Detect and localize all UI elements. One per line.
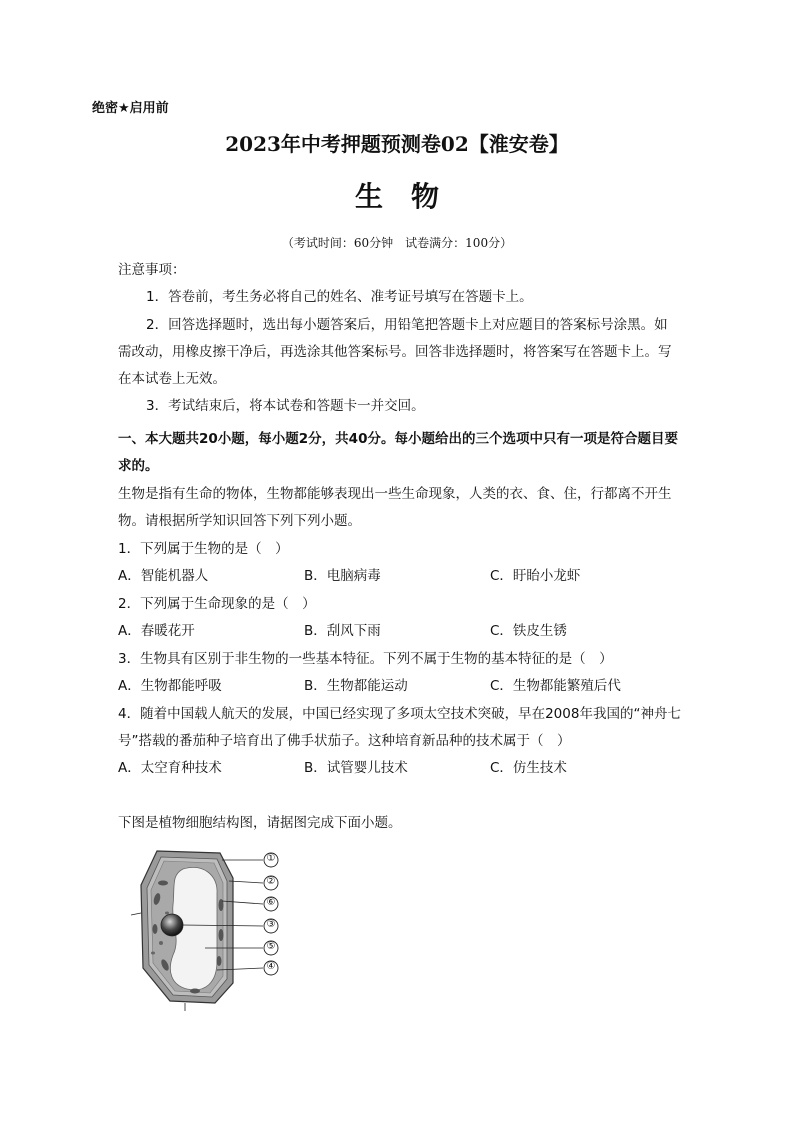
- option-b: B．试管婴儿技术: [304, 760, 408, 776]
- label-5: ⑤: [266, 941, 276, 952]
- label-1: ①: [266, 853, 276, 864]
- figure-intro: 下图是植物细胞结构图，请据图完成下面小题。: [118, 815, 402, 831]
- page-title: 2023年中考押题预测卷02【淮安卷】: [225, 132, 569, 156]
- label-circles: [264, 853, 278, 975]
- label-2: ②: [266, 876, 276, 887]
- section-heading: 一、本大题共20小题，每小题2分，共40分。每小题给出的三个选项中只有一项是符合题目要求的。: [118, 431, 678, 475]
- option-c: C．铁皮生锈: [490, 623, 567, 639]
- question-4-options: [118, 756, 718, 783]
- note-item: 2．回答选择题时，选出每小题答案后，用铅笔把答题卡上对应题目的答案标号涂黑。如需改动，用橡皮擦干净后，再选涂其他答案标号。回答非选择题时，将答案写在答题卡上。写在本试卷上无效。: [118, 316, 672, 388]
- question-3-options: [118, 674, 718, 701]
- question-2-options: [118, 619, 718, 646]
- option-c: C．生物都能繁殖后代: [490, 678, 621, 694]
- option-b: B．生物都能运动: [304, 678, 408, 694]
- question-2-stem: 2．下列属于生命现象的是（ ）: [118, 596, 316, 612]
- option-a: A．太空育种技术: [118, 760, 222, 776]
- confidential-mark: 绝密★启用前: [92, 101, 169, 116]
- notes-section: [118, 257, 678, 421]
- option-a: A．生物都能呼吸: [118, 678, 222, 694]
- section-intro: 生物是指有生命的物体，生物都能够表现出一些生命现象，人类的衣、食、住，行都离不开生物。请根据所学知识回答下列下列小题。: [118, 486, 672, 530]
- option-c: C．仿生技术: [490, 760, 567, 776]
- question-3-stem: 3．生物具有区别于非生物的一些基本特征。下列不属于生物的基本特征的是（ ）: [118, 651, 613, 667]
- option-b: B．电脑病毒: [304, 568, 381, 584]
- question-1-options: [118, 564, 718, 591]
- option-b: B．刮风下雨: [304, 623, 381, 639]
- subject-title: 生物: [354, 180, 467, 213]
- note-item: 1．答卷前，考生务必将自己的姓名、准考证号填写在答题卡上。: [146, 289, 533, 306]
- nucleus: [161, 914, 183, 936]
- notes-heading: 注意事项：: [118, 262, 186, 278]
- label-6: ⑥: [266, 897, 276, 908]
- option-a: A．春暖花开: [118, 623, 195, 639]
- option-c: C．盱眙小龙虾: [490, 568, 581, 584]
- label-3: ③: [266, 919, 276, 930]
- exam-info: （考试时间：60分钟 试卷满分：100分）: [281, 236, 513, 250]
- question-4-stem: 4．随着中国载人航天的发展，中国已经实现了多项太空技术突破，早在2008年我国的“神舟七号”搭载的番茄种子培育出了佛手状茄子。这种培育新品种的技术属于（ ）: [118, 706, 681, 750]
- option-a: A．智能机器人: [118, 568, 209, 584]
- question-1-stem: 1．下列属于生物的是（ ）: [118, 541, 289, 557]
- label-4: ④: [266, 961, 276, 972]
- note-item: 3．考试结束后，将本试卷和答题卡一并交回。: [146, 398, 425, 415]
